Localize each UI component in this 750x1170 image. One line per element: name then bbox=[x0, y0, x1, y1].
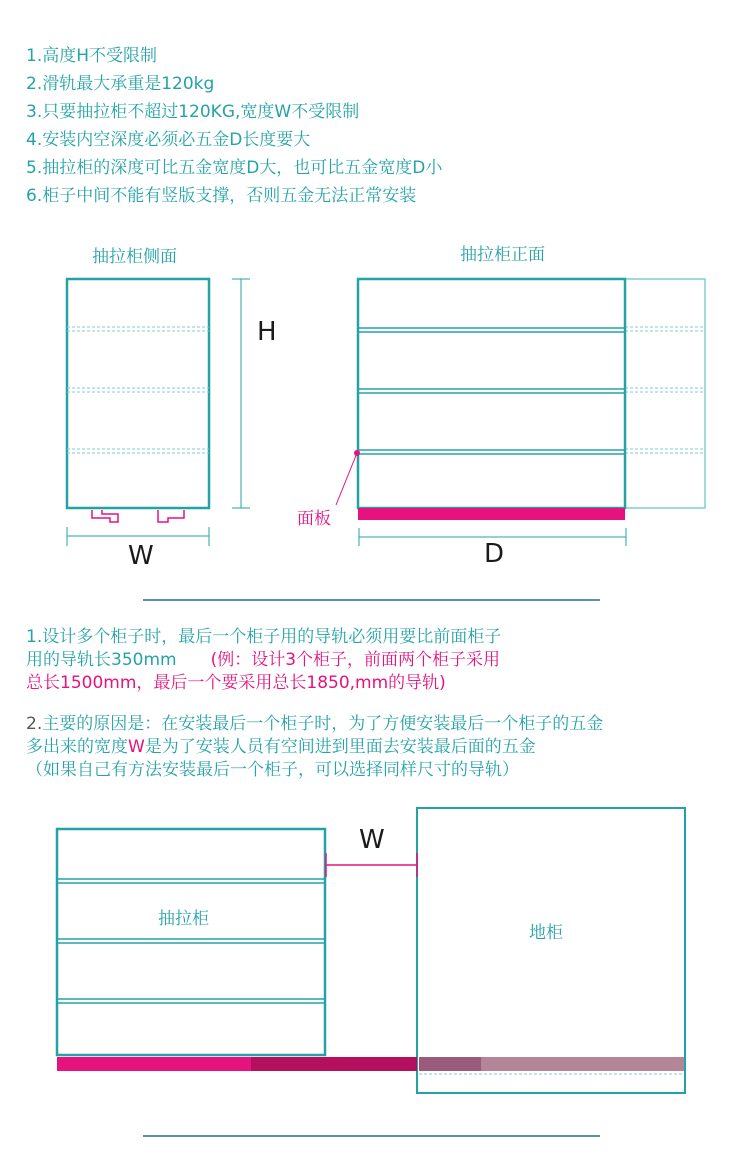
slide-bracket-right bbox=[158, 510, 184, 522]
panel-label: 面板 bbox=[297, 509, 331, 529]
base-cabinet-label: 地柜 bbox=[529, 923, 563, 943]
panel-pointer-line bbox=[336, 453, 357, 505]
note1-line1: 1.设计多个柜子时，最后一个柜子用的导轨必须用要比前面柜子 bbox=[26, 627, 502, 647]
rail-bar-dark-pink bbox=[251, 1057, 417, 1071]
rail-bar-pink bbox=[57, 1057, 251, 1071]
width-label: W bbox=[128, 541, 154, 571]
rule-item: 1.高度H不受限制 bbox=[26, 46, 158, 66]
rule-item: 6.柜子中间不能有竖版支撑，否则五金无法正常安装 bbox=[26, 186, 417, 206]
height-label: H bbox=[257, 317, 277, 347]
depth-label: D bbox=[484, 539, 505, 569]
note1-line3: 总长1500mm，最后一个要采用总长1850,mm的导轨) bbox=[26, 673, 446, 693]
drawer-label: 抽拉柜 bbox=[158, 909, 209, 929]
note2-line2b: 是为了安装人员有空间进到里面去安装最后面的五金 bbox=[144, 737, 536, 757]
note1-line2a: 用的导轨长350mm bbox=[26, 650, 177, 670]
note1-line2b: (例：设计3个柜子，前面两个柜子采用 bbox=[210, 650, 501, 670]
note2-line3: （如果自己有方法安装最后一个柜子，可以选择同样尺寸的导轨） bbox=[26, 760, 519, 780]
note2 bbox=[26, 713, 603, 782]
side-view-title: 抽拉柜侧面 bbox=[92, 247, 177, 267]
note2-line1: 主要的原因是：在安装最后一个柜子时，为了方便安装最后一个柜子的五金 bbox=[42, 714, 604, 734]
note2-number: 2. bbox=[26, 714, 43, 734]
drawer-cabinet bbox=[57, 829, 325, 1055]
gap-width-label: W bbox=[359, 825, 385, 855]
rule-item: 3.只要抽拉柜不超过120KG,宽度W不受限制 bbox=[26, 102, 360, 122]
rule-item: 4.安装内空深度必须必五金D长度要大 bbox=[26, 130, 311, 150]
front-view-rails bbox=[625, 279, 705, 508]
slide-bracket-left bbox=[92, 510, 118, 522]
side-view-cabinet bbox=[67, 279, 209, 508]
front-panel-bar bbox=[358, 508, 625, 520]
rail-bar-mauve bbox=[481, 1057, 684, 1071]
rule-item: 5.抽拉柜的深度可比五金宽度D大，也可比五金宽度D小 bbox=[26, 158, 443, 178]
height-dimension bbox=[232, 279, 250, 508]
front-view-cabinet bbox=[358, 279, 625, 508]
rule-item: 2.滑轨最大承重是120kg bbox=[26, 74, 215, 94]
rail-bar-mauve-dark bbox=[419, 1057, 481, 1071]
front-view-title: 抽拉柜正面 bbox=[460, 245, 545, 265]
note2-line2w: W bbox=[128, 737, 145, 757]
note1 bbox=[26, 626, 501, 695]
base-cabinet bbox=[417, 808, 685, 1093]
drawer-shelves bbox=[57, 879, 325, 1003]
note2-line2a: 多出来的宽度 bbox=[26, 737, 128, 757]
gap-dimension bbox=[326, 853, 417, 877]
